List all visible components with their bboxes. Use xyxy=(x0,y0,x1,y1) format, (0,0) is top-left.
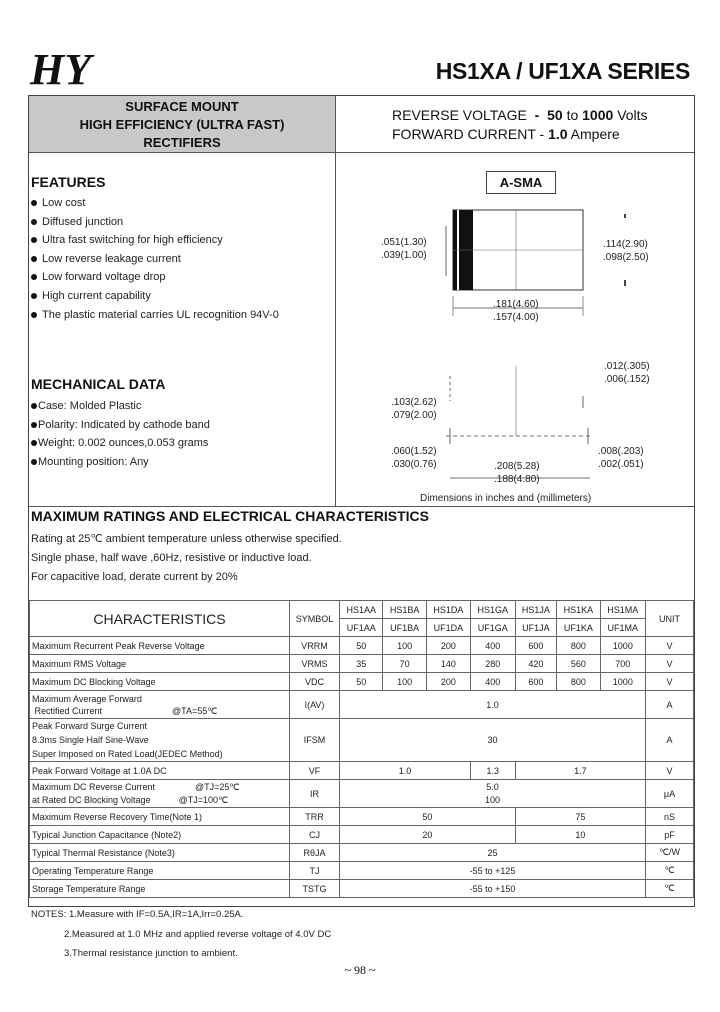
part-hs: HS1JA xyxy=(515,601,557,619)
list-item: Mounting position: Any xyxy=(31,453,210,472)
table-row xyxy=(30,691,694,719)
col-header-unit: UNIT xyxy=(646,601,694,637)
table-cell: Peak Forward Surge Current 8.3ms Single Half Sine-Wave Super Imposed on Rated Load(JEDEC Method) xyxy=(30,719,290,762)
table-cell: RθJA xyxy=(290,844,340,862)
table-cell: 50 xyxy=(340,808,516,826)
title-line: SURFACE MOUNT xyxy=(125,99,239,114)
table-cell: TJ xyxy=(290,862,340,880)
part-uf: UF1DA xyxy=(426,619,470,637)
part-uf: UF1GA xyxy=(470,619,515,637)
table-cell: CJ xyxy=(290,826,340,844)
table-row xyxy=(30,655,694,673)
dim-body-length: .181(4.60) .157(4.00) xyxy=(493,299,539,323)
table-cell: 200 xyxy=(426,637,470,655)
title-line: RECTIFIERS xyxy=(143,135,221,150)
table-row xyxy=(30,826,694,844)
table-cell: V xyxy=(646,637,694,655)
table-cell: Operating Temperature Range xyxy=(30,862,290,880)
part-uf: UF1BA xyxy=(383,619,426,637)
hy-logo-text: HY xyxy=(30,48,92,90)
table-cell: 1.0 xyxy=(340,691,646,719)
list-item: Weight: 0.002 ounces,0.053 grams xyxy=(31,434,210,453)
table-cell: -55 to +125 xyxy=(340,862,646,880)
features-heading: FEATURES xyxy=(31,174,106,190)
table-cell: 25 xyxy=(340,844,646,862)
part-hs: HS1DA xyxy=(426,601,470,619)
col-header-symbol: SYMBOL xyxy=(290,601,340,637)
table-cell: μA xyxy=(646,780,694,808)
table-cell: Storage Temperature Range xyxy=(30,880,290,898)
table-cell: 1000 xyxy=(600,637,645,655)
table-cell: 10 xyxy=(515,826,645,844)
table-row xyxy=(30,808,694,826)
table-cell: 100 xyxy=(383,637,426,655)
table-row xyxy=(30,880,694,898)
part-hs: HS1KA xyxy=(557,601,600,619)
table-row xyxy=(30,762,694,780)
list-item: The plastic material carries UL recognition 94V-0 xyxy=(31,306,279,325)
table-cell: 800 xyxy=(557,673,600,691)
part-uf: UF1AA xyxy=(340,619,383,637)
dim-overall-length: .208(5.28) .188(4.80) xyxy=(494,461,540,485)
table-cell: 1.0 xyxy=(340,762,471,780)
part-hs: HS1AA xyxy=(340,601,383,619)
table-cell: 70 xyxy=(383,655,426,673)
table-cell: 400 xyxy=(470,637,515,655)
table-cell: 600 xyxy=(515,637,557,655)
table-cell: 1.3 xyxy=(470,762,515,780)
table-cell: 600 xyxy=(515,673,557,691)
list-item: Diffused junction xyxy=(31,213,279,232)
table-cell: 50 xyxy=(340,673,383,691)
table-cell: Typical Thermal Resistance (Note3) xyxy=(30,844,290,862)
list-item: Case: Molded Plastic xyxy=(31,397,210,416)
dim-body-width: .114(2.90) .098(2.50) xyxy=(603,239,649,263)
table-row xyxy=(30,719,694,762)
dim-lead-length: .060(1.52) .030(0.76) xyxy=(391,446,437,470)
table-cell: 30 xyxy=(340,719,646,762)
table-cell: 280 xyxy=(470,655,515,673)
table-cell: VRRM xyxy=(290,637,340,655)
table-cell: 800 xyxy=(557,637,600,655)
table-cell: ℃/W xyxy=(646,844,694,862)
mechanical-list xyxy=(31,397,210,471)
table-cell: IFSM xyxy=(290,719,340,762)
part-uf: UF1MA xyxy=(600,619,645,637)
table-cell: V xyxy=(646,673,694,691)
table-row xyxy=(30,862,694,880)
table-cell: 35 xyxy=(340,655,383,673)
characteristics-table xyxy=(29,600,694,898)
table-cell: IR xyxy=(290,780,340,808)
divider xyxy=(29,506,694,507)
ratings-heading: MAXIMUM RATINGS AND ELECTRICAL CHARACTERISTICS xyxy=(31,508,429,524)
list-item: Low cost xyxy=(31,194,279,213)
table-cell: 20 xyxy=(340,826,516,844)
table-cell: 700 xyxy=(600,655,645,673)
table-cell: Maximum DC Reverse Current @TJ=25℃ at Rated DC Blocking Voltage @TJ=100℃ xyxy=(30,780,290,808)
table-cell: 50 xyxy=(340,637,383,655)
table-cell: VF xyxy=(290,762,340,780)
mechanical-heading: MECHANICAL DATA xyxy=(31,376,166,392)
table-cell: 75 xyxy=(515,808,645,826)
table-cell: V xyxy=(646,762,694,780)
list-item: Polarity: Indicated by cathode band xyxy=(31,416,210,435)
table-cell: 1.7 xyxy=(515,762,645,780)
table-cell: TSTG xyxy=(290,880,340,898)
part-hs: HS1BA xyxy=(383,601,426,619)
list-item: Ultra fast switching for high efficiency xyxy=(31,231,279,250)
table-cell: Maximum Recurrent Peak Reverse Voltage xyxy=(30,637,290,655)
table-cell: 100 xyxy=(383,673,426,691)
table-cell: Peak Forward Voltage at 1.0A DC xyxy=(30,762,290,780)
dim-standoff: .008(.203) .002(.051) xyxy=(598,446,644,470)
table-row xyxy=(30,780,694,808)
table-cell: A xyxy=(646,719,694,762)
series-title: HS1XA / UF1XA SERIES xyxy=(435,58,690,84)
product-title-box xyxy=(29,96,335,152)
dimensions-note: Dimensions in inches and (millimeters) xyxy=(420,493,592,504)
note-2: 2.Measured at 1.0 MHz and applied reverse voltage of 4.0V DC xyxy=(64,929,332,940)
part-uf: UF1KA xyxy=(557,619,600,637)
part-hs: HS1GA xyxy=(470,601,515,619)
table-cell: pF xyxy=(646,826,694,844)
dim-lead-thickness: .012(.305) .006(.152) xyxy=(604,361,650,385)
table-cell: 1000 xyxy=(600,673,645,691)
table-cell: 5.0 100 xyxy=(340,780,646,808)
hy-logo xyxy=(28,48,163,90)
package-name-box: A-SMA xyxy=(486,171,556,194)
col-header-characteristics: CHARACTERISTICS xyxy=(30,601,290,637)
table-cell: V xyxy=(646,655,694,673)
table-cell: -55 to +150 xyxy=(340,880,646,898)
part-hs: HS1MA xyxy=(600,601,645,619)
list-item: Low forward voltage drop xyxy=(31,268,279,287)
part-uf: UF1JA xyxy=(515,619,557,637)
list-item: Low reverse leakage current xyxy=(31,250,279,269)
title-line: HIGH EFFICIENCY (ULTRA FAST) xyxy=(79,117,285,132)
table-cell: VDC xyxy=(290,673,340,691)
features-list xyxy=(31,194,279,324)
table-cell: nS xyxy=(646,808,694,826)
table-row xyxy=(30,844,694,862)
table-cell: I(AV) xyxy=(290,691,340,719)
table-cell: Typical Junction Capacitance (Note2) xyxy=(30,826,290,844)
note-3: 3.Thermal resistance junction to ambient. xyxy=(64,948,238,959)
table-cell: TRR xyxy=(290,808,340,826)
table-cell: ℃ xyxy=(646,862,694,880)
divider xyxy=(335,96,336,506)
table-cell: 400 xyxy=(470,673,515,691)
forward-current-spec: FORWARD CURRENT - 1.0 Ampere xyxy=(392,126,620,142)
table-cell: 420 xyxy=(515,655,557,673)
table-cell: ℃ xyxy=(646,880,694,898)
table-cell: 200 xyxy=(426,673,470,691)
table-cell: Maximum Average Forward Rectified Current @TA=55℃ xyxy=(30,691,290,719)
dim-body-height: .103(2.62) .079(2.00) xyxy=(391,397,437,421)
ratings-conditions: Rating at 25℃ ambient temperature unless otherwise specified. Single phase, half wave ,60Hz, resistive or inductive load. For capacitive load, derate current by 20% xyxy=(31,533,342,583)
table-cell: 140 xyxy=(426,655,470,673)
table-row xyxy=(30,637,694,655)
table-cell: A xyxy=(646,691,694,719)
table-row xyxy=(30,673,694,691)
table-cell: 560 xyxy=(557,655,600,673)
divider xyxy=(29,152,694,153)
page-number: ~ 98 ~ xyxy=(344,963,376,977)
table-cell: Maximum RMS Voltage xyxy=(30,655,290,673)
table-cell: Maximum DC Blocking Voltage xyxy=(30,673,290,691)
table-cell: Maximum Reverse Recovery Time(Note 1) xyxy=(30,808,290,826)
note-1: NOTES: 1.Measure with IF=0.5A,IR=1A,Irr=0.25A. xyxy=(31,909,244,920)
table-cell: VRMS xyxy=(290,655,340,673)
list-item: High current capability xyxy=(31,287,279,306)
dim-lead-height: .051(1.30) .039(1.00) xyxy=(381,237,427,261)
reverse-voltage-spec: REVERSE VOLTAGE - 50 to 1000 Volts xyxy=(392,107,648,123)
